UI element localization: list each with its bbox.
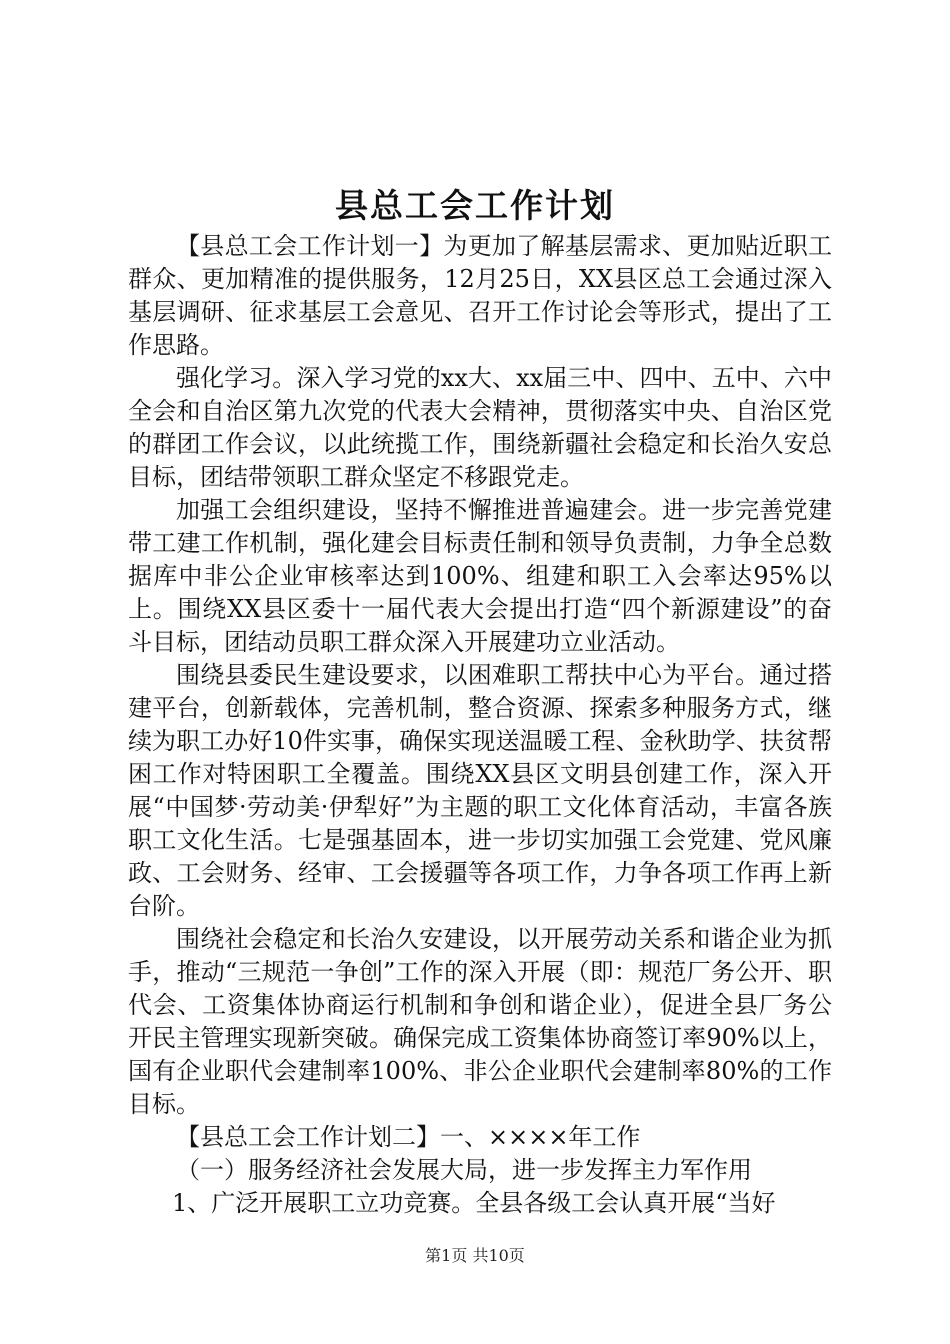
document-body bbox=[128, 230, 832, 1220]
paragraph-livelihood: 围绕县委民生建设要求，以困难职工帮扶中心为平台。通过搭建平台，创新载体，完善机制，整合资源、探索多种服务方式，继续为职工办好10件实事，确保实现送温暖工程、金秋助学、扶贫帮困工作对特困职工全覆盖。围绕XX县区文明县创建工作，深入开展“中国梦·劳动美·伊犁好”为主题的职工文化体育活动，丰富各族职工文化生活。七是强基固本，进一步切实加强工会党建、党风廉政、工会财务、经审、工会援疆等各项工作，力争各项工作再上新台阶。 bbox=[128, 661, 832, 920]
paragraph-plan-two-heading: 【县总工会工作计划二】一、××××年工作 bbox=[176, 1123, 641, 1151]
paragraph-plan-one-intro: 【县总工会工作计划一】为更加了解基层需求、更加贴近职工群众、更加精准的提供服务，12月25日，XX县区总工会通过深入基层调研、征求基层工会意见、召开工作讨论会等形式，提出了工作思路。 bbox=[128, 232, 832, 359]
paragraph-social-stability: 围绕社会稳定和长治久安建设，以开展劳动关系和谐企业为抓手，推动“三规范一争创”工作的深入开展（即：规范厂务公开、职代会、工资集体协商运行机制和争创和谐企业），促进全县厂务公开民主管理实现新突破。确保完成工资集体协商签订率90%以上，国有企业职代会建制率100%、非公企业职代会建制率80%的工作目标。 bbox=[128, 925, 832, 1118]
page-footer: 第1页 共10页 bbox=[425, 1246, 525, 1265]
paragraph-item-one: 1、广泛开展职工立功竞赛。全县各级工会认真开展“当好 bbox=[172, 1189, 776, 1217]
paragraph-strengthen-study: 强化学习。深入学习党的xx大、xx届三中、四中、五中、六中全会和自治区第九次党的代表大会精神，贯彻落实中央、自治区党的群团工作会议，以此统揽工作，围绕新疆社会稳定和长治久安总目标，团结带领职工群众坚定不移跟党走。 bbox=[128, 364, 832, 491]
document-title: 县总工会工作计划 bbox=[335, 186, 615, 225]
paragraph-section-one-heading: （一）服务经济社会发展大局，进一步发挥主力军作用 bbox=[176, 1156, 752, 1184]
paragraph-union-organization: 加强工会组织建设，坚持不懈推进普遍建会。进一步完善党建带工建工作机制，强化建会目标责任制和领导负责制，力争全总数据库中非公企业审核率达到100%、组建和职工入会率达95%以上。围绕XX县区委十一届代表大会提出打造“四个新源建设”的奋斗目标，团结动员职工群众深入开展建功立业活动。 bbox=[128, 496, 832, 656]
